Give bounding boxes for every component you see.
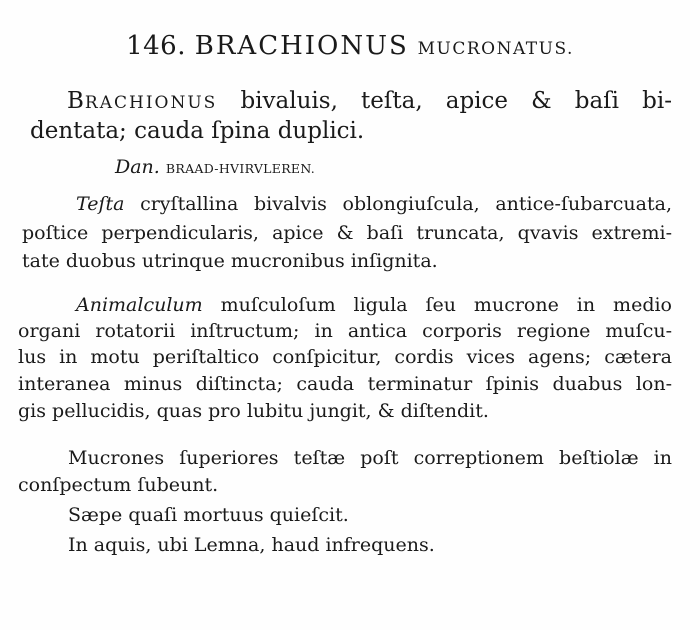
animalculum-line-1: Animalculum muſculoſum ligula ſeu mucrone in medio [76, 294, 672, 316]
diagnosis-line-1 [67, 90, 672, 113]
diagnosis-genus-rest: RACHIONUS [84, 93, 218, 113]
vernacular-danish: BRAAD-HVIRVLEREN. [165, 161, 316, 176]
animalculum-line-3: lus in motu periſtaltico conſpicitur, cordis vices agens; cætera [18, 346, 672, 368]
animalculum-line-5: gis pellucidis, quas pro lubitu jungit, & diſtendit. [18, 400, 489, 422]
vernacular-label: Dan. [115, 156, 160, 178]
genus-name: BRACHIONUS [194, 31, 409, 61]
testa-line-1: Teſta cryſtallina bivalvis oblongiuſcula, antice-ſubarcuata, [76, 193, 672, 215]
animalculum-line-2: organi rotatorii inſtructum; in antica corporis regione muſcu- [18, 320, 672, 342]
mucrones-line-1: Mucrones ſuperiores teſtæ poſt correptionem beſtiolæ in [68, 447, 672, 469]
testa-line-2: poſtice perpendicularis, apice & baſi truncata, qvavis extremi- [22, 222, 672, 244]
saepe-line: Sæpe quaſi mortuus quieſcit. [68, 504, 349, 526]
vernacular-name [115, 158, 315, 177]
habitat-line: In aquis, ubi Lemna, haud infrequens. [68, 534, 435, 556]
entry-number: 146. [126, 31, 186, 61]
paragraph-lead: Teſta [76, 193, 125, 215]
species-name: MUCRONATUS. [417, 39, 574, 59]
animalculum-line-4: interanea minus diſtincta; cauda terminatur ſpinis duabus lon- [18, 373, 672, 395]
paragraph-lead: Animalculum [76, 294, 203, 316]
diagnosis-text-1: bivaluis, teſta, apice & baſi bi- [240, 88, 673, 114]
diagnosis-genus-initial: B [67, 88, 85, 114]
mucrones-line-2: conſpectum ſubeunt. [18, 474, 219, 496]
species-heading [0, 33, 700, 59]
testa-line-3: tate duobus utrinque mucronibus inſignita. [22, 250, 438, 272]
diagnosis-line-2: dentata; cauda ſpina duplici. [30, 118, 365, 144]
